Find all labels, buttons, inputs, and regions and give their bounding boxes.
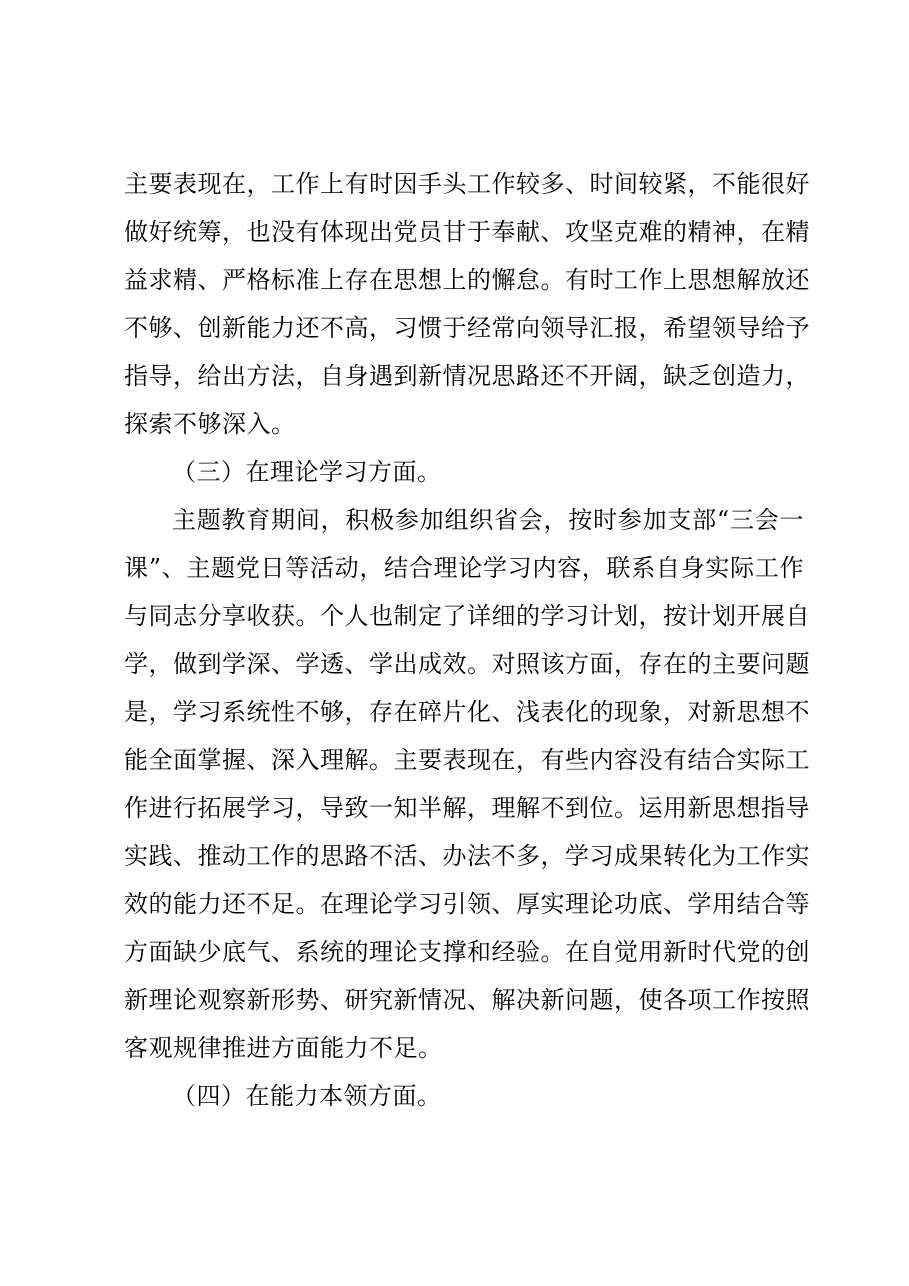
paragraph-1-line-6: 探索不够深入。 bbox=[124, 410, 296, 438]
paragraph-2-line-11: 新理论观察新形势、研究新情况、解决新问题，使各项工作按照 bbox=[124, 986, 810, 1014]
paragraph-1-line-2: 做好统筹，也没有体现出党员甘于奉献、攻坚克难的精神，在精 bbox=[124, 218, 810, 246]
paragraph-2-line-8: 实践、推动工作的思路不活、办法不多，学习成果转化为工作实 bbox=[124, 842, 810, 870]
paragraph-1-line-3: 益求精、严格标准上存在思想上的懈怠。有时工作上思想解放还 bbox=[124, 266, 810, 294]
paragraph-2-line-10: 方面缺少底气、系统的理论支撑和经验。在自觉用新时代党的创 bbox=[124, 938, 810, 966]
paragraph-2-line-5: 是，学习系统性不够，存在碎片化、浅表化的现象，对新思想不 bbox=[124, 698, 810, 726]
paragraph-2-line-2: 课”、主题党日等活动，结合理论学习内容，联系自身实际工作 bbox=[124, 554, 804, 582]
section-heading-3: （三）在理论学习方面。 bbox=[172, 458, 442, 486]
paragraph-2-line-4: 学，做到学深、学透、学出成效。对照该方面，存在的主要问题 bbox=[124, 650, 810, 678]
paragraph-1-line-5: 指导，给出方法，自身遇到新情况思路还不开阔，缺乏创造力， bbox=[124, 362, 810, 390]
paragraph-2-line-9: 效的能力还不足。在理论学习引领、厚实理论功底、学用结合等 bbox=[124, 890, 810, 918]
paragraph-2-line-3: 与同志分享收获。个人也制定了详细的学习计划，按计划开展自 bbox=[124, 602, 810, 630]
paragraph-2-line-7: 作进行拓展学习，导致一知半解，理解不到位。运用新思想指导 bbox=[124, 794, 810, 822]
paragraph-2-line-12: 客观规律推进方面能力不足。 bbox=[124, 1034, 443, 1062]
paragraph-1-line-4: 不够、创新能力还不高，习惯于经常向领导汇报，希望领导给予 bbox=[124, 314, 810, 342]
paragraph-2-line-6: 能全面掌握、深入理解。主要表现在，有些内容没有结合实际工 bbox=[124, 746, 810, 774]
paragraph-2-line-1: 主题教育期间，积极参加组织省会，按时参加支部“三会一 bbox=[172, 506, 804, 534]
section-heading-4: （四）在能力本领方面。 bbox=[172, 1082, 442, 1110]
paragraph-1-line-1: 主要表现在，工作上有时因手头工作较多、时间较紧，不能很好 bbox=[124, 170, 810, 198]
